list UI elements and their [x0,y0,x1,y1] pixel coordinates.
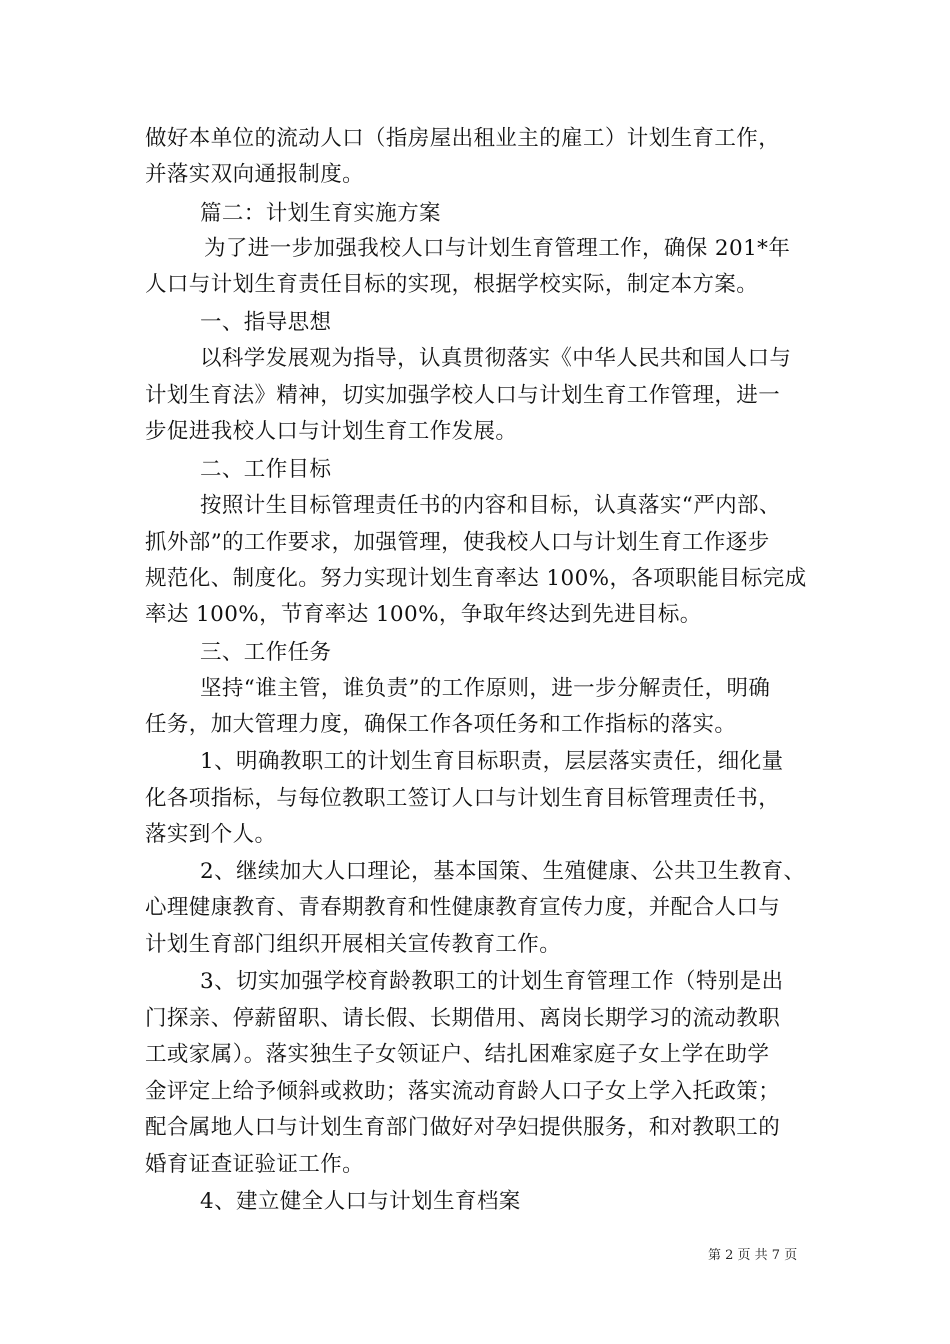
text-line-continuation: 工或家属）。落实独生子女领证户、结扎困难家庭子女上学在助学 [145,1042,770,1067]
text-line-continuation: 金评定上给予倾斜或救助；落实流动育龄人口子女上学入托政策； [145,1079,781,1104]
text-line-continuation: 心理健康教育、青春期教育和性健康教育宣传力度，并配合人口与 [145,895,781,920]
text-line-continuation: 并落实双向通报制度。 [145,162,365,187]
text-line-continuation: 落实到个人。 [145,822,277,847]
paragraph-start: 按照计生目标管理责任书的内容和目标，认真落实“严内部、 [200,493,781,518]
list-item-1: 1、明确教职工的计划生育目标职责，层层落实责任，细化量 [200,749,784,774]
text-line-continuation: 化各项指标，与每位教职工签订人口与计划生育目标管理责任书， [145,786,781,811]
text-line-continuation: 计划生育法》精神，切实加强学校人口与计划生育工作管理，进一 [145,383,781,408]
heading-guiding-ideology: 一、指导思想 [200,310,332,335]
paragraph-start: 坚持“谁主管，谁负责”的工作原则，进一步分解责任，明确 [200,676,771,701]
heading-work-goals: 二、工作目标 [200,457,332,482]
paragraph-start: 以科学发展观为指导，认真贯彻落实《中华人民共和国人口与 [200,346,792,371]
heading-work-tasks: 三、工作任务 [200,640,332,665]
paragraph-start: 为了进一步加强我校人口与计划生育管理工作，确保 201*年 [204,236,791,261]
text-line-continuation: 规范化、制度化。努力实现计划生育率达 100%，各项职能目标完成 [145,566,807,591]
text-line-continuation: 人口与计划生育责任目标的实现，根据学校实际，制定本方案。 [145,272,759,297]
list-item-4: 4、建立健全人口与计划生育档案 [200,1189,521,1214]
list-item-2: 2、继续加大人口理论，基本国策、生殖健康、公共卫生教育、 [200,859,806,884]
text-line-continuation: 步促进我校人口与计划生育工作发展。 [145,419,518,444]
section-title: 篇二：计划生育实施方案 [200,201,441,226]
page-number: 第 2 页 共 7 页 [708,1248,798,1263]
text-line-continuation: 计划生育部门组织开展相关宣传教育工作。 [145,932,562,957]
text-line-continuation: 婚育证查证验证工作。 [145,1152,365,1177]
text-line-continuation: 任务，加大管理力度，确保工作各项任务和工作指标的落实。 [145,712,737,737]
text-line-continuation: 门探亲、停薪留职、请长假、长期借用、离岗长期学习的流动教职 [145,1006,781,1031]
text-line-continuation: 做好本单位的流动人口（指房屋出租业主的雇工）计划生育工作， [145,126,781,151]
text-line-continuation: 率达 100%，节育率达 100%，争取年终达到先进目标。 [145,602,702,627]
text-line-continuation: 配合属地人口与计划生育部门做好对孕妇提供服务，和对教职工的 [145,1115,781,1140]
text-line-continuation: 抓外部”的工作要求，加强管理，使我校人口与计划生育工作逐步 [145,530,770,555]
list-item-3: 3、切实加强学校育龄教职工的计划生育管理工作（特别是出 [200,969,784,994]
